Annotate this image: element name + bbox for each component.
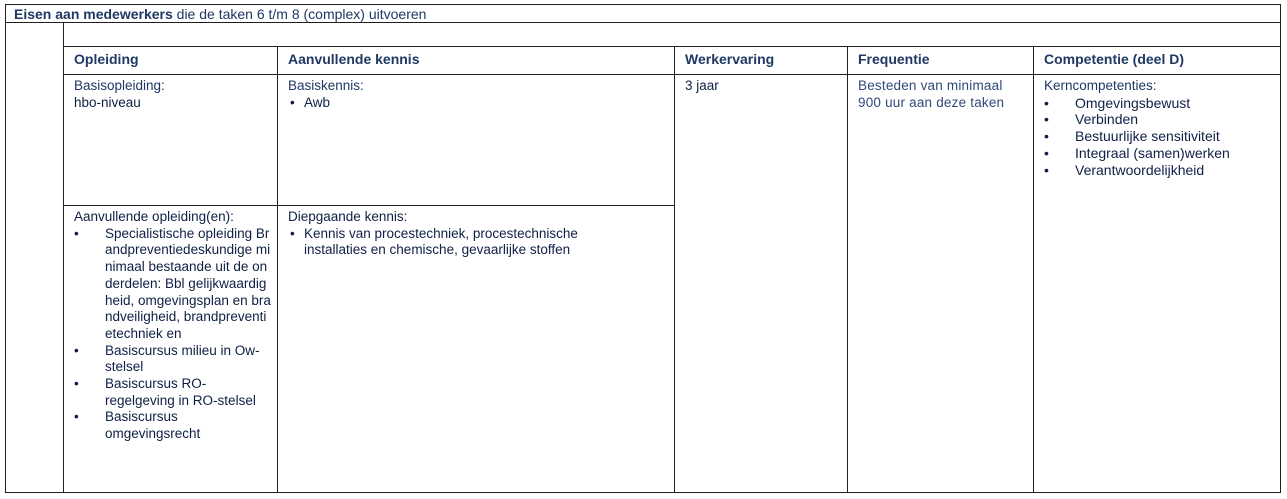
header-aanvullende-kennis: Aanvullende kennis — [277, 47, 674, 75]
basisopleiding-value: hbo-niveau — [74, 94, 141, 110]
empty-row — [63, 23, 1281, 47]
diepgaande-kennis-label: Diepgaande kennis: — [288, 209, 408, 224]
header-werkervaring: Werkervaring — [674, 47, 847, 75]
left-margin-column — [5, 23, 63, 493]
cell-competentie — [1033, 75, 1281, 493]
diepgaande-kennis-list — [288, 226, 668, 259]
werkervaring-value: 3 jaar — [685, 78, 719, 93]
list-item: • Specialistische opleiding Brandpreventiedeskundige minimaal bestaande uit de onderdelen: Bbl gelijkwaardigheid, omgevingsplan en brandveiligheid, brandpreventietechniek en — [74, 226, 271, 343]
aanvullende-opleiding-label: Aanvullende opleiding(en): — [74, 209, 234, 224]
list-item: • Verbinden — [1044, 111, 1275, 128]
list-item: • Awb — [288, 95, 668, 112]
header-opleiding: Opleiding — [63, 47, 277, 75]
table-heading — [5, 4, 1281, 23]
list-item: • Basiscursus RO-regelgeving in RO-stelsel — [74, 376, 271, 409]
cell-frequentie — [847, 75, 1033, 493]
basisopleiding-label: Basisopleiding: — [74, 78, 165, 93]
list-item: • Basiscursus omgevingsrecht — [74, 409, 271, 442]
list-item: • Basiscursus milieu in Ow-stelsel — [74, 343, 271, 376]
cell-diepgaande-kennis — [277, 205, 674, 493]
frequentie-value: Besteden van minimaal 900 uur aan deze taken — [858, 78, 1005, 110]
cell-werkervaring — [674, 75, 847, 493]
heading-rest: die de taken 6 t/m 8 (complex) uitvoeren — [172, 6, 427, 22]
list-item: • Bestuurlijke sensitiviteit — [1044, 128, 1275, 145]
basiskennis-label: Basiskennis: — [288, 78, 364, 93]
cell-basiskennis — [277, 75, 674, 205]
kerncompetenties-label: Kerncompetenties: — [1044, 78, 1157, 93]
list-item: • Kennis van procestechniek, procestechnische installaties en chemische, gevaarlijke stoffen — [288, 226, 668, 259]
basiskennis-list — [288, 95, 668, 112]
kerncompetenties-list — [1044, 95, 1275, 179]
list-item: • Omgevingsbewust — [1044, 95, 1275, 112]
header-competentie: Competentie (deel D) — [1033, 47, 1281, 75]
heading-bold: Eisen aan medewerkers — [14, 6, 173, 22]
list-item: • Integraal (samen)werken — [1044, 145, 1275, 162]
list-item: • Verantwoordelijkheid — [1044, 162, 1275, 179]
cell-aanvullende-opleiding — [63, 205, 277, 493]
header-frequentie: Frequentie — [847, 47, 1033, 75]
aanvullende-opleiding-list — [74, 226, 271, 443]
cell-basisopleiding — [63, 75, 277, 205]
